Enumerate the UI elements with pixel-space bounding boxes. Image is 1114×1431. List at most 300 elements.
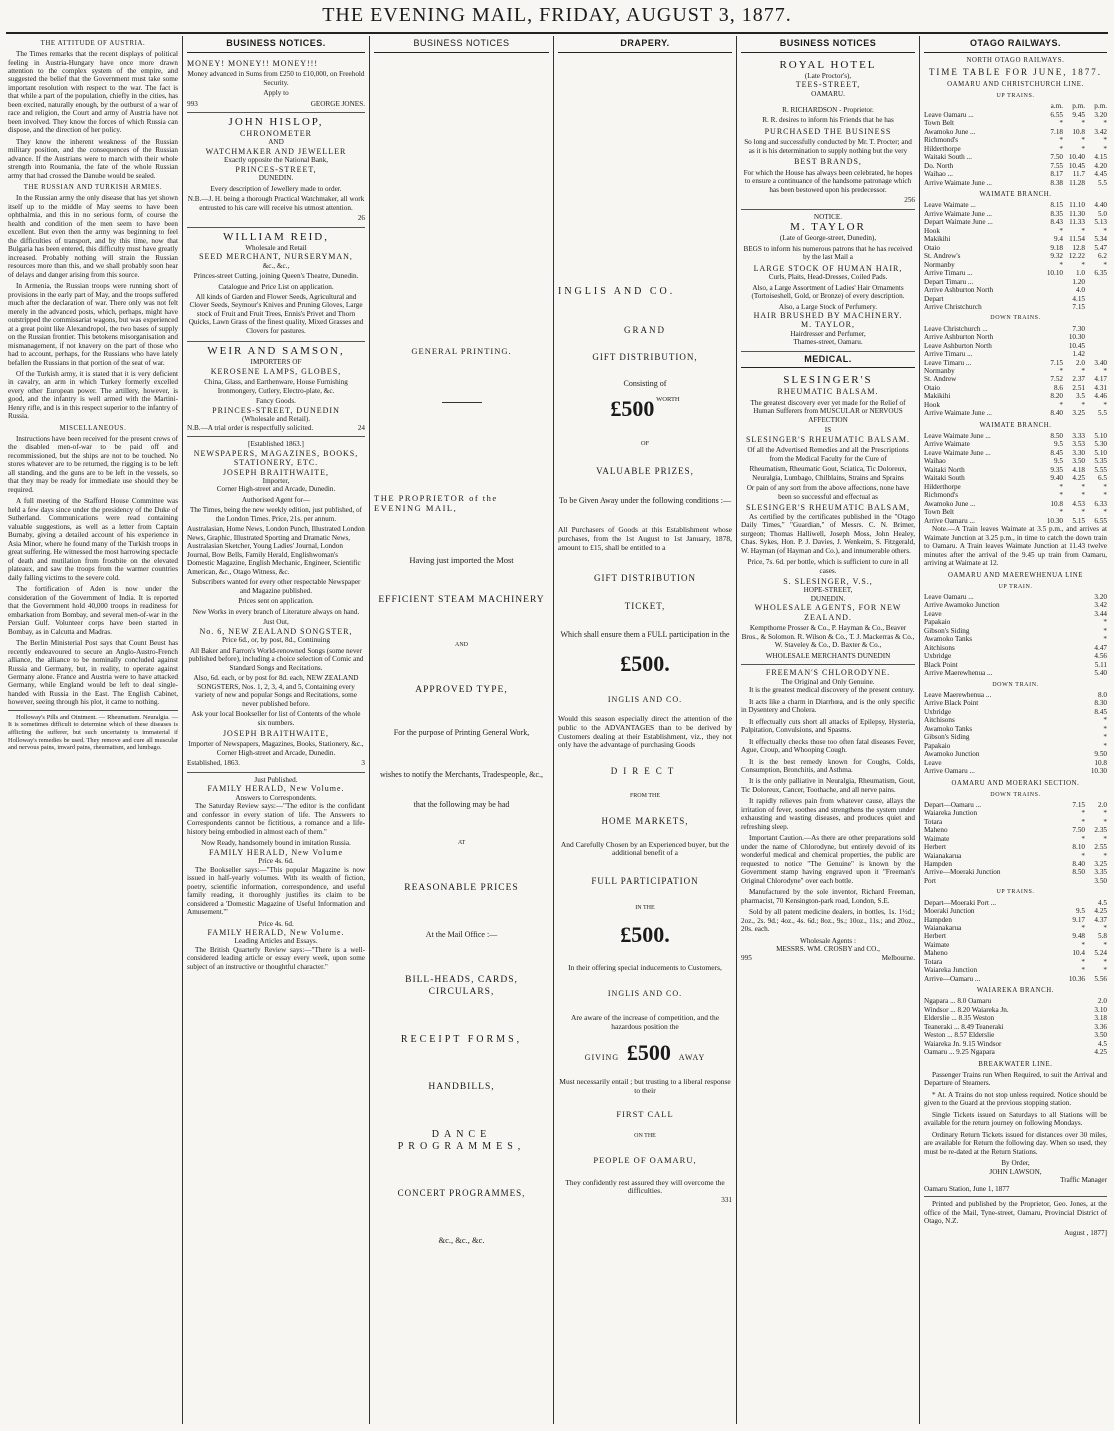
timetable-row (924, 899, 1107, 907)
departure-time: * (1081, 508, 1085, 517)
departure-time: 6.55 (1094, 516, 1107, 525)
station-name: Otaio (924, 383, 940, 392)
departure-time: * (1081, 851, 1085, 860)
timetable-up-trains (924, 111, 1107, 187)
departure-time (1063, 1048, 1085, 1056)
timetable-header-row (924, 102, 1107, 110)
timetable-row (924, 153, 1107, 161)
departure-time (1041, 835, 1063, 843)
departure-time: 4.56 (1094, 652, 1107, 661)
station-name: Weston ... 8.57 Elderslie (924, 1031, 995, 1040)
advert-text: And Carefully Chosen by an Experienced buyer, but the additional benefit of a (560, 839, 730, 858)
departure-time: p.m. (1094, 102, 1107, 111)
advert-text: TICKET, (624, 601, 666, 612)
station-name: Waihao ... (924, 170, 953, 179)
departure-time: 11.10 (1069, 201, 1085, 210)
article-paragraph: In Armenia, the Russian troops were running short of provisions in the early part of May, and the troops suffered much after the declaration of war. There only was not felt merely in the advanced posts, which, perhaps, might have outstripped the commissariat wagons, but was experienced at a great point like Alexandropol, the two bases of supply on the Russian frontier. This betokens misorganisation and mismanagement, if not knavery on the part of those who had to account, perhaps, for the Russians who have lately befallen the Russians in that portion of the seat of war. (8, 282, 178, 367)
departure-time: * (1059, 119, 1063, 128)
departure-time (1041, 907, 1063, 915)
station-name: Leave Oamaru ... (924, 592, 974, 601)
departure-time: 5.5 (1098, 178, 1107, 187)
advert-text: Thames-street, Oamaru. (793, 338, 863, 347)
timetable-row (924, 593, 1107, 601)
station-name (924, 102, 1041, 110)
departure-time: * (1081, 923, 1085, 932)
departure-time: * (1081, 119, 1085, 128)
station-name: Depart Timaru ... (924, 277, 974, 286)
departure-time: 2.35 (1094, 826, 1107, 835)
departure-time: 5.35 (1094, 457, 1107, 466)
advert-text: All Baker and Farron's World-renowned Songs (some never published before), including a choice selection of Comic and Standard Songs and Recitations. (188, 646, 364, 672)
departure-time (1085, 350, 1107, 358)
departure-time (1041, 601, 1063, 609)
station-name: Hilderthorpe (924, 144, 961, 153)
advert-title: GENERAL PRINTING. (411, 345, 512, 356)
timetable-row (924, 618, 1107, 626)
advert-text: (Late of George-street, Dunedin), (779, 234, 877, 243)
timetable-row (924, 145, 1107, 153)
advert-text: The British Quarterly Review says:—"There is a well-considered leading article or essay every week, upon some subject of an instructive or thoughtful character." (187, 945, 365, 971)
departure-time: 8.38 (1050, 178, 1063, 187)
timetable-row (924, 392, 1107, 400)
departure-time (1063, 877, 1085, 885)
advert-text: (Late Proctor's), (804, 71, 852, 80)
departure-time (1063, 899, 1085, 907)
advert-text: N.B.—A trial order is respectfully solicited. (187, 423, 314, 432)
departure-time (1041, 691, 1063, 699)
departure-time: * (1081, 957, 1085, 966)
departure-time (1041, 941, 1063, 949)
departure-time: * (1059, 366, 1063, 375)
advert-text: R. RICHARDSON - Proprietor. (782, 105, 874, 114)
timetable-row (924, 136, 1107, 144)
advert-text: New Works in every branch of Literature always on hand. (192, 607, 360, 616)
departure-time: 11.28 (1069, 178, 1085, 187)
advert-text: SLESINGER'S RHEUMATIC BALSAM, (745, 503, 910, 513)
station-name: Otaio (924, 243, 940, 252)
advert-text: Money advanced in Sums from £250 to £10,000, on Freehold Security. (187, 70, 365, 87)
departure-time: * (1103, 957, 1107, 966)
departure-time: * (1103, 119, 1107, 128)
departure-time: 2.0 (1098, 800, 1107, 809)
departure-time: 4.25 (1094, 1048, 1107, 1057)
departure-time: 6.55 (1050, 110, 1063, 119)
station-name: Do. North (924, 161, 954, 170)
advert-text: Having just imported the Most (409, 554, 514, 565)
departure-time (1041, 958, 1063, 966)
departure-time (1063, 652, 1085, 660)
departure-time: 4.25 (1072, 474, 1085, 483)
signature-role: Traffic Manager (1060, 1176, 1107, 1185)
article-paragraph: The Berlin Ministerial Post says that Count Beust has recently endeavoured to secure an Anglo-Austro-French alliance, the alliance to be nominally concluded against Russia and Germany, but, in reality, to operate against Germany alone. France and Austria were to have attacked Germany, while England would be left to deal single-handed with Russia in the East. The English Cabinet, however, seeing through his plot, it came to nothing. (8, 639, 178, 707)
departure-time: 2.51 (1072, 383, 1085, 392)
departure-time: 4.25 (1094, 907, 1107, 916)
departure-time: 11.33 (1069, 218, 1085, 227)
advert-text: Price 4s. 6d. (258, 919, 294, 928)
station-name: Herbert (924, 932, 946, 941)
timetable-row (924, 725, 1107, 733)
advert-text: It is the only palliative in Neuralgia, Rheumatism, Gout, Tic Doloreux, Cancer, Toothache, and all nerve pains. (741, 777, 915, 794)
timetable-row (924, 375, 1107, 383)
departure-time: * (1103, 491, 1107, 500)
station-name: Arrive Timaru ... (924, 269, 973, 278)
advert-number: 24 (357, 423, 365, 432)
column-business-notices (182, 36, 369, 1424)
station-name: Herbert (924, 843, 946, 852)
timetable-moeraki-down (924, 801, 1107, 886)
column-header: OTAGO RAILWAYS. (924, 36, 1107, 53)
advert-text: Also, 6d. each, or by post for 8d. each, NEW ZEALAND SONGSTERS, Nos. 1, 2, 3, 4, and 5, Containing every variety of new and popular Songs and Recitations, some never published before. (193, 674, 359, 708)
advert-number: 995 (741, 953, 752, 962)
station-name: Arrive Waimate (924, 440, 970, 449)
departure-time (1063, 750, 1085, 758)
departure-time: 3.5 (1076, 392, 1085, 401)
timetable-row (924, 440, 1107, 448)
departure-time: 7.30 (1072, 324, 1085, 333)
departure-time (1041, 699, 1063, 707)
departure-time: * (1103, 809, 1107, 818)
departure-time: * (1059, 136, 1063, 145)
departure-time (1085, 286, 1107, 294)
advert-text: So long and successfully conducted by Mr. T. Procter; and as it is his determination to supply nothing but the very (744, 138, 912, 155)
advert-title: FAMILY HERALD, New Volume. (207, 784, 345, 794)
station-name: Makikihi (924, 392, 951, 401)
station-name: Hampden (924, 915, 952, 924)
timetable-row (924, 635, 1107, 643)
timetable-row (924, 1040, 1107, 1048)
station-name: St. Andrew (924, 375, 957, 384)
departure-time: * (1081, 400, 1085, 409)
timetable-row (924, 742, 1107, 750)
departure-time: 5.8 (1098, 932, 1107, 941)
advert-text: Australasian, Home News, London Punch, Illustrated London News, Graphic, Illustrated Sporting and Dramatic News, Australasian Sketcher, Young Ladies' Journal, London Journal, Bow Bells, Family Herald, Englishwoman's Domestic Magazine, English Mechanic, Engineer, Scientific American, &c., Otago Witness, &c. (187, 525, 365, 576)
station-name: Waihao (924, 457, 946, 466)
station-name: Papakaio (924, 741, 951, 750)
station-name: Depart—Moeraki Port ... (924, 898, 997, 907)
departure-time: * (1103, 626, 1107, 635)
departure-time: 8.50 (1072, 868, 1085, 877)
advert-text: Price 6d., or, by post, 8d., Continuing (222, 636, 330, 645)
departure-time: * (1059, 400, 1063, 409)
article-heading: THE RUSSIAN AND TURKISH ARMIES. (23, 184, 163, 192)
departure-time: 12.8 (1072, 243, 1085, 252)
departure-time: 4.46 (1094, 392, 1107, 401)
advert-text: The Bookseller says:—"This popular Magazine is now issued in half-yearly volumes. With its wealth of fiction, poetry, scientific information, correspondence, and useful family reading, it thoroughly justifies its claim to be considered a 'Domestic Magazine of Useful Information and Amusement.'" (187, 865, 365, 917)
timetable-waiareka-branch (924, 997, 1107, 1056)
advert-text: HOPE-STREET, (803, 586, 853, 595)
station-name: Waiareka Junction (924, 966, 978, 975)
departure-time: 8.0 (1098, 690, 1107, 699)
departure-time: * (1059, 260, 1063, 269)
advert-text: The Saturday Review says:—"The editor is the confidant and confessor in every station of life. The Answers to Correspondents cannot be fictitious, a romance and a life-history being embodied in almost each of them." (187, 802, 365, 836)
advert-text: GIFT DISTRIBUTION (593, 572, 697, 583)
advert-text: GIVING (584, 1052, 620, 1062)
advert-text: BEST BRANDS, (794, 157, 862, 167)
imprint: Printed and published by the Proprietor, Geo. Jones, at the office of the Mail, Tyne-street, Oamaru, Provincial District of Otago, N.Z. (924, 1200, 1107, 1226)
station-name: Arrive Maerewhenua ... (924, 669, 993, 678)
advert-text: OAMARU. (811, 89, 845, 98)
departure-time: 1.42 (1072, 350, 1085, 359)
departure-time: 4.37 (1094, 915, 1107, 924)
advert-title: FREEMAN'S CHLORODYNE. (765, 668, 891, 678)
departure-time: 5.5 (1098, 409, 1107, 418)
departure-time (1063, 1031, 1085, 1039)
timetable-note: Note.—A Train leaves Waimate at 3.5 p.m., and arrives at Waimate Junction at 3.25 p.m., in time to catch the down train to Oamaru. A Train leaves Waimate Junction at 11.43 twelve minutes after the arrival of the 9.45 up train from Oamaru, arriving at Waimate at 12. (924, 525, 1107, 568)
departure-time: 1.0 (1076, 269, 1085, 278)
departure-time: 5.34 (1094, 235, 1107, 244)
departure-time: * (1059, 144, 1063, 153)
article-paragraph: They know the inherent weakness of the Russian military position, and the consequences of the Russian advance. If the Austrians were to march with their whole strength into Roumania, the fate of the whole Russian army that had crossed the Danube would be sealed. (8, 137, 178, 180)
advert-text: DIRECT (610, 766, 680, 777)
prize-amount: £500 (610, 396, 655, 422)
timetable-row (924, 801, 1107, 809)
departure-time (1041, 997, 1063, 1005)
departure-time (1041, 818, 1063, 826)
article-paragraph: In the Russian army the only disease that has yet shown itself up to the middle of May seems to have been ophthalmia, and this in no serious form, of course the health and condition of the men seem to have been excellent. But even then the army was beginning to feel the difficulties of transport, and by this time, now that Bulgaria has been entered, this difficulty must have greatly increased. Probably nothing will strain the Russian resources more than this, and we shall probably soon hear of delays and danger arising from this source. (8, 194, 178, 279)
advert-text: Are aware of the increase of competition, and the hazardous position the (570, 1013, 720, 1031)
branch-heading: WAIAREKA BRANCH. (976, 987, 1055, 995)
departure-time: 8.43 (1050, 218, 1063, 227)
advert-text: The Times, being the new weekly edition, just published, of the London Times. Price, 21s. per annum. (189, 506, 363, 523)
advert-text: Apply to (263, 89, 289, 98)
departure-time: 9.35 (1050, 465, 1063, 474)
departure-time (1063, 699, 1085, 707)
station-name: Maheno (924, 949, 948, 958)
advert-text: Would this season especially direct the attention of the public to the ADVANTAGES than to be derived by Customers dealing at their Establishment, viz., they not only have the advantage of purchasing Goods (558, 713, 732, 750)
divider (442, 402, 482, 403)
departure-time: * (1081, 809, 1085, 818)
advert-paragraph: Holloway's Pills and Ointment. — Rheumatism. Neuralgia. — It is sometimes difficult to determine which of these diseases is afflicting the sufferer, but such uncertainty is immaterial if Holloway's remedies be used. They remove and cure all muscular and nervous pains, inward pains, rheumatism, and lumbago. (8, 713, 178, 752)
departure-time (1063, 601, 1085, 609)
advert-text: Catalogue and Price List on application. (218, 282, 334, 291)
advert-text: BILL-HEADS, CARDS, CIRCULARS, (405, 975, 518, 997)
advert-number: 256 (904, 196, 915, 205)
departure-time (1063, 661, 1085, 669)
station-name: Leave Waimate June ... (924, 431, 991, 440)
departure-time (1085, 333, 1107, 341)
station-name: Waiareka Jn. 9.15 Windsor (924, 1039, 1002, 1048)
departure-time (1041, 295, 1063, 303)
station-name: Totara (924, 957, 943, 966)
advert-text: HAIR BRUSHED BY MACHINERY. (753, 311, 903, 321)
departure-time (1063, 610, 1085, 618)
station-name: Totara (924, 817, 943, 826)
departure-time (1063, 627, 1085, 635)
advert-text: As certified by the certificates published in the "Otago Daily Times," "Guardian," of Messrs. C. N. Brimer, surgeon; Thomas Halliwell, Joseph Moss, John Healey, Chas. Sykes, Hon. P. J. Davies, J. Wenkeim, S. Fitzgerald, W. Hayman (of Hayman and Co.), and innumerable others. (741, 512, 915, 555)
advert-title: ROYAL HOTEL (779, 58, 877, 71)
signature-station: Oamaru Station, June 1, 1877 (924, 1184, 1010, 1193)
departure-time: 10.8 (1094, 758, 1107, 767)
departure-time: 4.5 (1098, 1039, 1107, 1048)
timetable-moeraki-up (924, 899, 1107, 984)
departure-time: * (1103, 618, 1107, 627)
advert-text: BEGS to inform his numerous patrons that he has received by the last Mail a (743, 244, 913, 262)
departure-time: 3.42 (1094, 601, 1107, 610)
advert-text: All Purchasers of Goods at this Establishment whose purchases, from the 1st August to 1st January, 1878, amount to £15, shall be entitled to a (558, 525, 732, 552)
advert-text: Price 4s. 6d. (258, 857, 294, 866)
timetable-row (924, 367, 1107, 375)
advert-text: S. SLESINGER, V.S., (783, 576, 873, 586)
departure-time (1085, 325, 1107, 333)
timetable-row (924, 342, 1107, 350)
departure-time: * (1103, 724, 1107, 733)
timetable-down-trains (924, 325, 1107, 418)
advert-text: Of all the Advertised Remedies and all the Prescriptions from the Medical Faculty for the Cure of (747, 446, 909, 463)
station-name: Leave Oamaru ... (924, 110, 974, 119)
departure-time (1041, 767, 1063, 775)
departure-time (1041, 1023, 1063, 1031)
advert-text: SLESINGER'S RHEUMATIC BALSAM. (745, 434, 910, 444)
advert-text: The Original and Only Genuine. (781, 677, 875, 686)
station-name: Depart Waimate June ... (924, 218, 993, 227)
timetable-row (924, 1006, 1107, 1014)
advert-text: It effectually checks those too often fatal diseases Fever, Ague, Croup, and Whooping Cough. (741, 737, 915, 755)
departure-time: * (1103, 923, 1107, 932)
departure-time (1041, 852, 1063, 860)
timetable-note: Passenger Trains run When Required, to suit the Arrival and Departure of Steamers. (924, 1070, 1107, 1088)
departure-time: 8.40 (1050, 409, 1063, 418)
station-name: Uxbridge (924, 707, 952, 716)
advert-text: Also, a Large Stock of Perfumery. (778, 302, 878, 311)
departure-time: 3.50 (1094, 1031, 1107, 1040)
departure-time (1041, 716, 1063, 724)
timetable-row (924, 1031, 1107, 1039)
departure-time: 10.45 (1068, 341, 1085, 350)
departure-time (1041, 333, 1063, 341)
station-name: Leave Ashburton North (924, 341, 992, 350)
station-name: Black Point (924, 660, 958, 669)
departure-time (1041, 725, 1063, 733)
station-name: Hilderthorpe (924, 482, 961, 491)
advert-number: 3 (361, 759, 365, 768)
article-paragraph: Of the Turkish army, it is stated that it is very deficient in cavalry, an arm in which Turkey formerly excelled every other European power. The artillery, however, is good, and the infantry is well armed with the Martini-Henry rifle, and is in this respect superior to the infantry of Russia. (8, 369, 178, 421)
departure-time: 3.44 (1094, 609, 1107, 618)
departure-time (1041, 618, 1063, 626)
advert-text: Consisting of (623, 378, 667, 388)
departure-time: * (1103, 817, 1107, 826)
departure-time: 7.15 (1072, 800, 1085, 809)
imprint-date: August , 1877] (1064, 1228, 1107, 1237)
station-name: Waimate (924, 834, 950, 843)
departure-time (1063, 691, 1085, 699)
line-heading: OAMARU AND MAEREWHENUA LINE (948, 571, 1083, 579)
departure-time: 12.22 (1068, 252, 1085, 261)
advert-text: Just Published. (254, 775, 298, 784)
departure-time (1063, 997, 1085, 1005)
advert-text: Subscribers wanted for every other respectable Newspaper and Magazine published. (191, 578, 361, 595)
departure-time: 8.30 (1094, 699, 1107, 708)
departure-time: 9.45 (1072, 110, 1085, 119)
departure-time: 5.11 (1094, 660, 1107, 669)
station-name: Leave Waimate ... (924, 201, 976, 210)
departure-time (1041, 924, 1063, 932)
advert-family-herald (187, 773, 365, 979)
advert-text: VALUABLE PRIZES, (596, 465, 694, 476)
departure-time: 9.4 (1054, 235, 1063, 244)
departure-time: 9.50 (1094, 750, 1107, 759)
departure-time (1041, 278, 1063, 286)
station-name: Gibson's Siding (924, 626, 970, 635)
departure-time (1041, 843, 1063, 851)
departure-time (1041, 733, 1063, 741)
departure-time: 4.45 (1094, 170, 1107, 179)
station-name: Awamoko Tanks (924, 635, 973, 644)
timetable-header (924, 102, 1107, 110)
departure-time: 3.25 (1072, 409, 1085, 418)
advert-number: 26 (357, 214, 365, 223)
departure-time: * (1081, 260, 1085, 269)
advert-text: For the purpose of Printing General Work, (393, 728, 530, 738)
departure-time: 9.5 (1054, 457, 1063, 466)
timetable-row (924, 691, 1107, 699)
departure-time: 6.35 (1094, 269, 1107, 278)
departure-time: 5.15 (1072, 516, 1085, 525)
advert-text: China, Glass, and Earthenware, House Furnishing Ironmongery, Cutlery, Electro-plate, &c. (204, 378, 348, 395)
departure-time (1041, 644, 1063, 652)
departure-time (1041, 916, 1063, 924)
advert-text: Wholesale Agents : (800, 936, 856, 945)
advert-title: FAMILY HERALD, New Volume (208, 847, 344, 857)
departure-time: * (1103, 733, 1107, 742)
timetable-row (924, 350, 1107, 358)
timetable-row (924, 1014, 1107, 1022)
timetable-row (924, 210, 1107, 218)
departure-time: 3.53 (1072, 440, 1085, 449)
timetable-row (924, 303, 1107, 311)
departure-time (1063, 1014, 1085, 1022)
departure-time (1041, 750, 1063, 758)
station-name: Arrive Ashburton North (924, 286, 994, 295)
station-name: Arrive Oamaru ... (924, 767, 975, 776)
timetable-row (924, 868, 1107, 876)
timetable-row (924, 997, 1107, 1005)
station-name: Arrive Black Point (924, 699, 979, 708)
departure-time: 6.33 (1094, 499, 1107, 508)
departure-time: 9.17 (1072, 915, 1085, 924)
column-general-printing (369, 36, 553, 1424)
departure-time (1041, 1014, 1063, 1022)
advert-text: PURCHASED THE BUSINESS (764, 126, 892, 136)
advert-text: In their offering special inducements to Customers, (568, 962, 722, 972)
advert-text: It is the best remedy known for Coughs, Colds, Consumption, Bronchitis, and Asthma. (741, 757, 915, 774)
timetable-row (924, 843, 1107, 851)
departure-time: 5.24 (1094, 949, 1107, 958)
station-name: Arrive Waimate June ... (924, 209, 992, 218)
advert-text: ON THE (634, 1133, 656, 1140)
advert-text: GIFT DISTRIBUTION, (592, 352, 698, 363)
departure-time: * (1103, 635, 1107, 644)
departure-time: 7.50 (1050, 153, 1063, 162)
timetable-row (924, 627, 1107, 635)
column-drapery (553, 36, 736, 1424)
advert-text: &c., &c., (262, 261, 290, 270)
departure-time: 3.30 (1072, 448, 1085, 457)
departure-time: 4.31 (1094, 383, 1107, 392)
departure-time: 7.18 (1050, 127, 1063, 136)
advert-text: Corner High-street and Arcade, Dunedin. (216, 485, 336, 494)
departure-time: * (1081, 482, 1085, 491)
advert-text: REASONABLE PRICES (404, 882, 519, 893)
departure-time: * (1081, 940, 1085, 949)
station-name: Depart—Oamaru ... (924, 800, 982, 809)
departure-time: * (1103, 741, 1107, 750)
direction-heading: UP TRAINS. (996, 93, 1035, 100)
departure-time: 4.17 (1094, 375, 1107, 384)
advert-text: INGLIS AND CO. (607, 988, 683, 998)
departure-time: 5.47 (1094, 243, 1107, 252)
station-name: Port (924, 876, 936, 885)
departure-time: 3.33 (1072, 431, 1085, 440)
